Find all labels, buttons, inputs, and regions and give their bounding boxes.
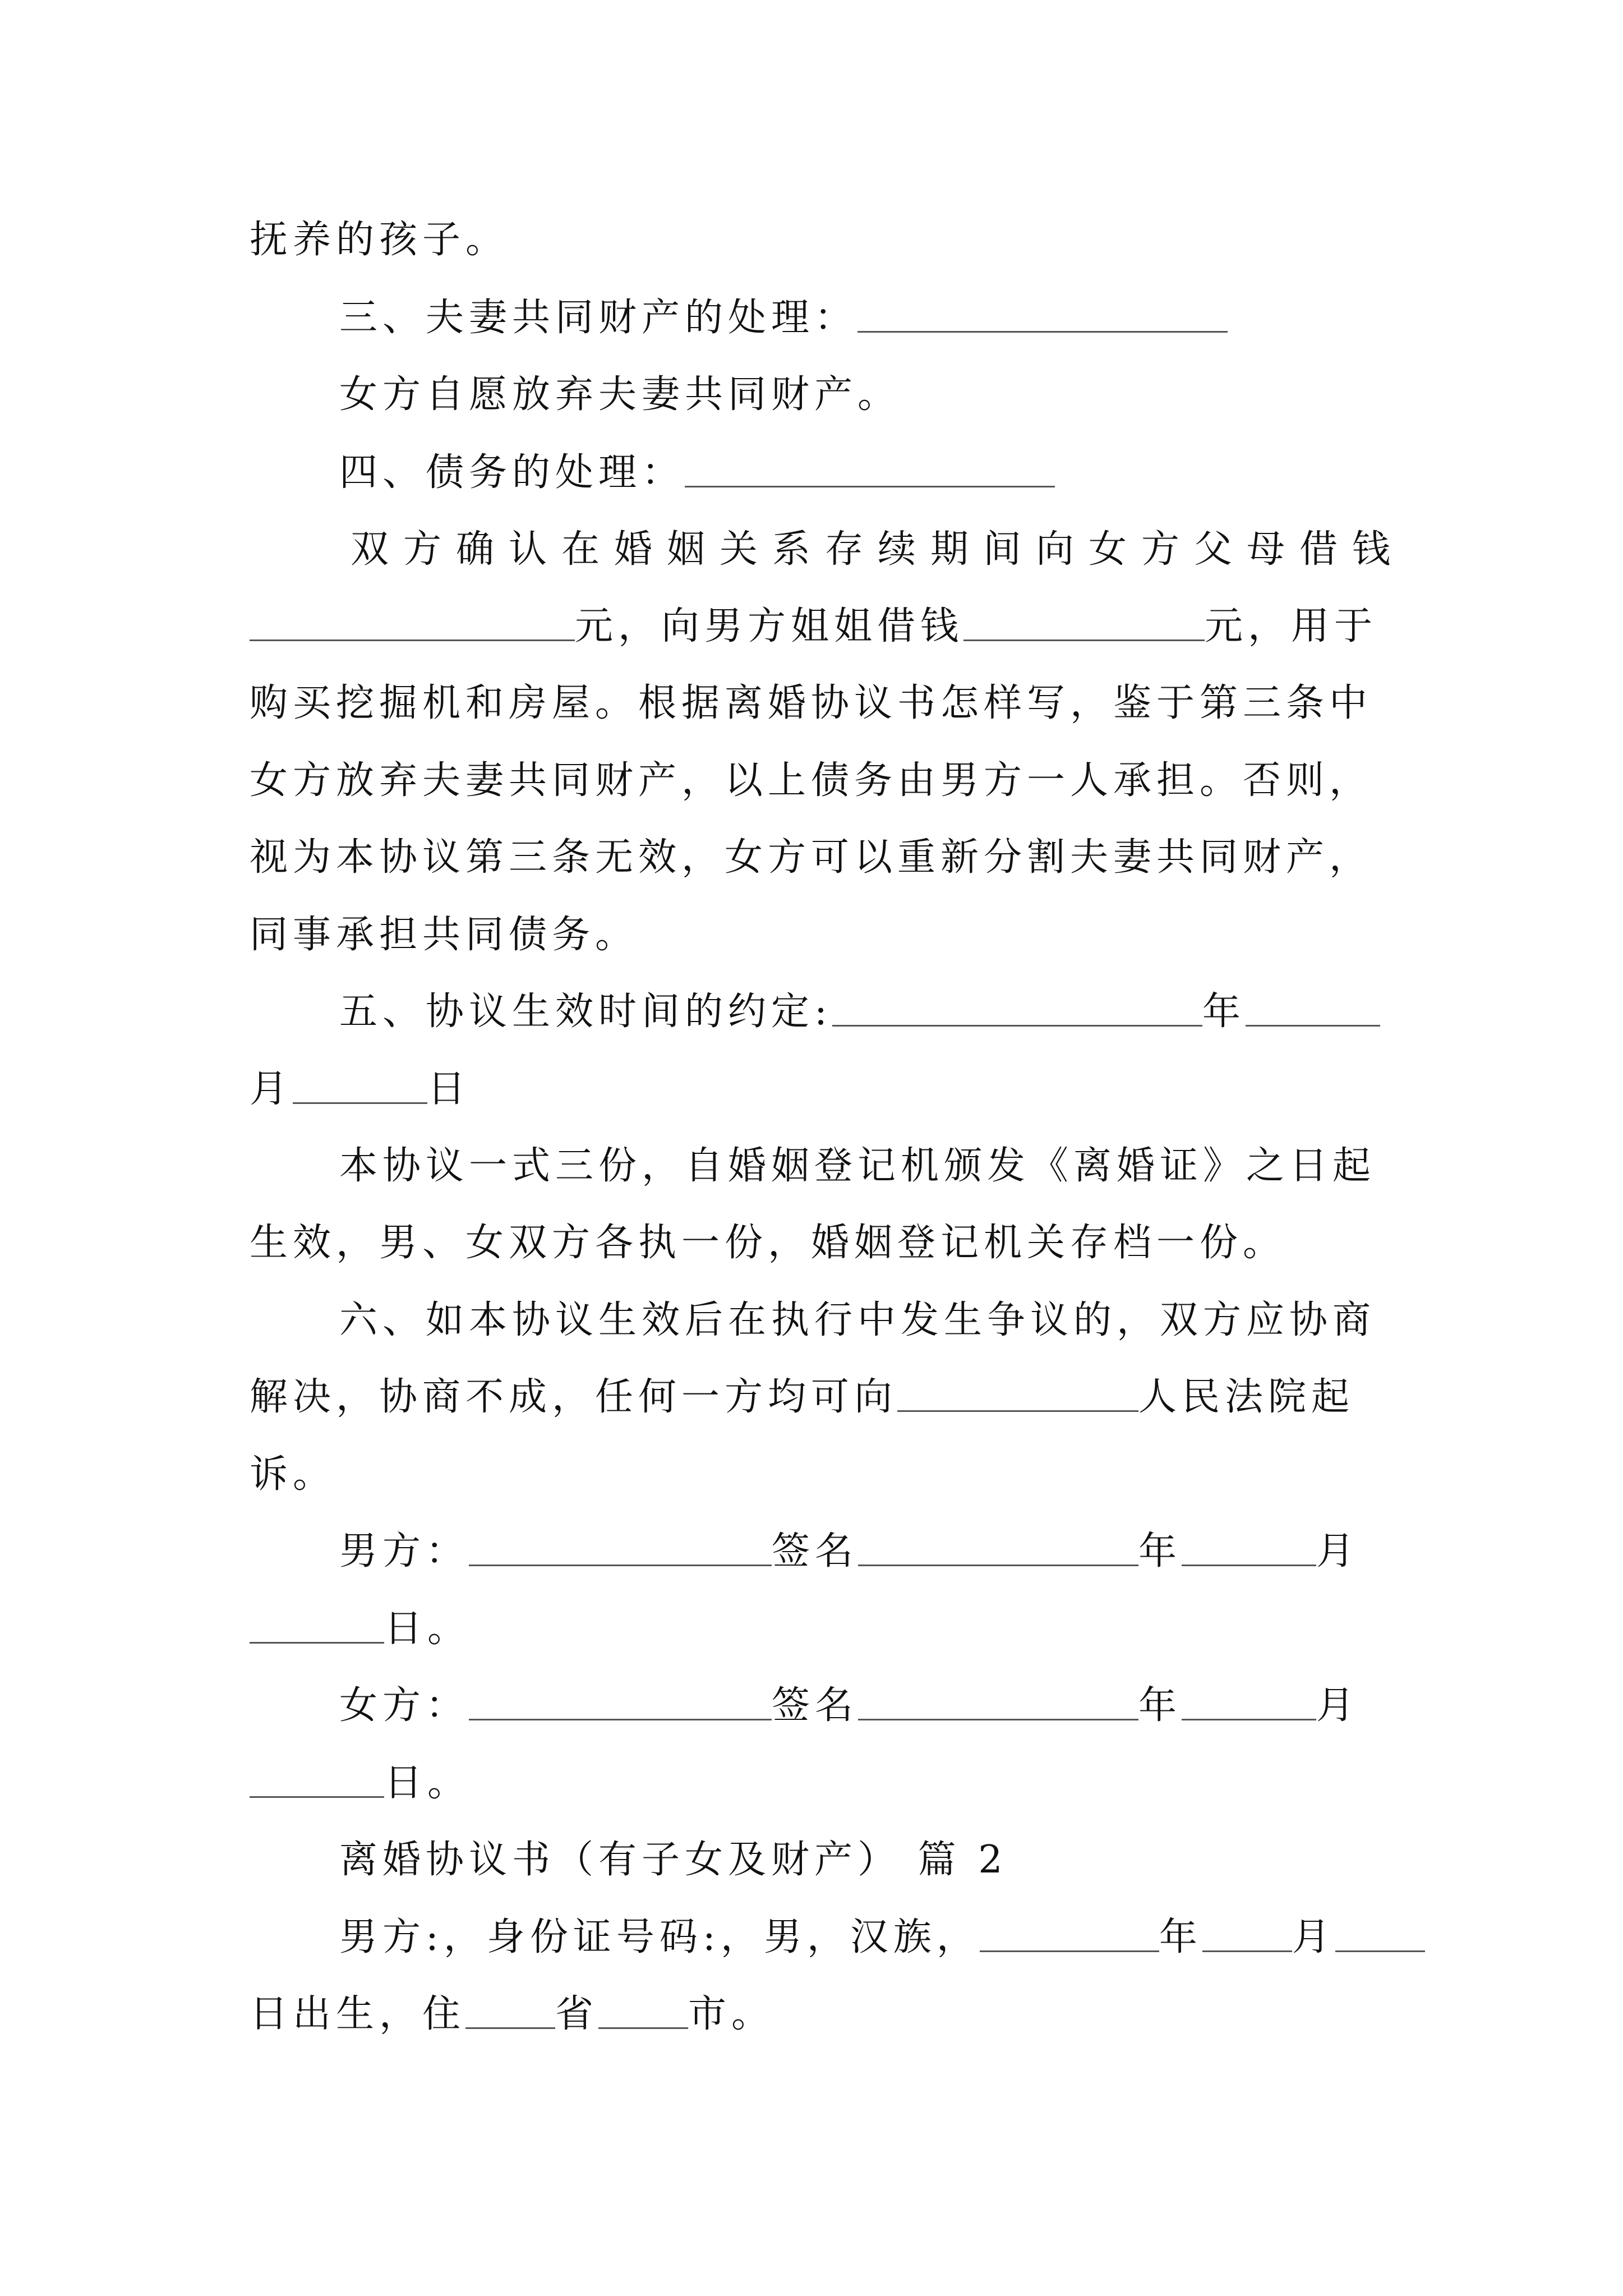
line-text: 诉。: [250, 1452, 336, 1497]
fill-blank: [1182, 1685, 1316, 1720]
line-text: 省: [555, 1992, 599, 2036]
line-text: 市。: [688, 1992, 775, 2036]
line-text: 双方确认在婚姻关系存续期间向女方父母借钱: [351, 527, 1405, 572]
fill-blank: [897, 1377, 1138, 1412]
line-text: 本协议一式三份，自婚姻登记机颁发《离婚证》之日起: [339, 1144, 1376, 1188]
text-line: [0, 1452, 1623, 1497]
fill-blank: [469, 1685, 772, 1720]
line-text: 日: [427, 1067, 471, 1111]
line-text: 元，用于: [1205, 604, 1378, 648]
heading-text: 五、协议生效时间的约定:: [339, 990, 832, 1034]
fill-blank: [980, 1917, 1159, 1952]
male-signature-line: [0, 1529, 1623, 1574]
line-text: 抚养的孩子。: [250, 218, 509, 262]
line-text: 日。: [384, 1607, 471, 1651]
text-line: [0, 913, 1623, 958]
section-5-heading: [0, 990, 1623, 1034]
text-line: [0, 372, 1623, 417]
text-line: [0, 1915, 1623, 1960]
text-line: [0, 218, 1623, 263]
fill-blank: [1202, 1917, 1292, 1952]
line-text: 元，向男方姐姐借钱: [575, 604, 964, 648]
text-line: [0, 681, 1623, 726]
line-text: 月: [1292, 1915, 1335, 1959]
line-text: 年: [1138, 1529, 1182, 1573]
fill-blank: [858, 1685, 1138, 1720]
heading-text: 三、夫妻共同财产的处理：: [339, 296, 858, 340]
heading-text: 四、债务的处理：: [339, 450, 685, 495]
line-text: 生效，男、女双方各执一份，婚姻登记机关存档一份。: [250, 1221, 1287, 1265]
fill-blank: [858, 1531, 1138, 1566]
line-text: 签名: [772, 1529, 859, 1573]
line-text: 日出生，住: [250, 1992, 466, 2036]
line-text: 日。: [384, 1761, 471, 1805]
section-6-heading: [0, 1298, 1623, 1343]
line-text: 年: [1159, 1915, 1202, 1959]
text-line: [0, 758, 1623, 803]
section-4-heading: [0, 450, 1623, 495]
line-text: 女方放弃夫妻共同财产，以上债务由男方一人承担。否则，: [250, 758, 1373, 803]
heading-text: 六、如本协议生效后在执行中发生争议的，双方应协商: [339, 1298, 1376, 1342]
line-text: 男方:，身份证号码:，男，汉族，: [339, 1915, 980, 1959]
line-text: 年: [1138, 1683, 1182, 1728]
line-text: 月: [250, 1067, 293, 1111]
female-signature-line: [0, 1683, 1623, 1728]
line-text: 女方：: [339, 1683, 469, 1728]
text-line: [0, 1144, 1623, 1189]
text-line: [0, 1761, 1623, 1806]
line-text: 解决，协商不成，任何一方均可向: [250, 1375, 898, 1419]
line-text: 签名: [772, 1683, 859, 1728]
fill-blank: [293, 1069, 427, 1104]
fill-blank: [685, 452, 1055, 487]
text-line: [0, 1607, 1623, 1651]
fill-blank: [465, 1994, 555, 2029]
line-text: 视为本协议第三条无效，女方可以重新分割夫妻共同财产，: [250, 835, 1373, 880]
line-text: 女方自愿放弃夫妻共同财产。: [339, 372, 901, 417]
line-text: 年: [1202, 990, 1246, 1034]
fill-blank: [469, 1531, 772, 1566]
fill-blank: [250, 606, 575, 641]
fill-blank: [963, 606, 1205, 641]
text-line: [0, 1375, 1623, 1420]
line-text: 月: [1316, 1529, 1360, 1573]
line-text: 男方：: [339, 1529, 469, 1573]
line-text: 人民法院起: [1138, 1375, 1355, 1419]
fill-blank: [250, 1608, 384, 1644]
title-text: 离婚协议书（有子女及财产） 篇 2: [339, 1838, 1008, 1882]
line-text: 购买挖掘机和房屋。根据离婚协议书怎样写，鉴于第三条中: [250, 681, 1373, 725]
fill-blank: [857, 297, 1228, 333]
text-line: [0, 1992, 1623, 2037]
text-line: [0, 835, 1623, 880]
line-text: 同事承担共同债务。: [250, 913, 639, 957]
fill-blank: [250, 1763, 384, 1798]
fill-blank: [598, 1994, 688, 2029]
fill-blank: [832, 991, 1202, 1027]
line-text: 月: [1316, 1683, 1360, 1728]
fill-blank: [1182, 1531, 1316, 1566]
fill-blank: [1335, 1917, 1425, 1952]
section-title: [0, 1838, 1623, 1883]
text-line: [0, 1067, 1623, 1112]
fill-blank: [1246, 991, 1380, 1027]
section-3-heading: [0, 296, 1623, 341]
text-line: [0, 604, 1623, 649]
text-line: [0, 1221, 1623, 1266]
text-line: [0, 527, 1623, 572]
